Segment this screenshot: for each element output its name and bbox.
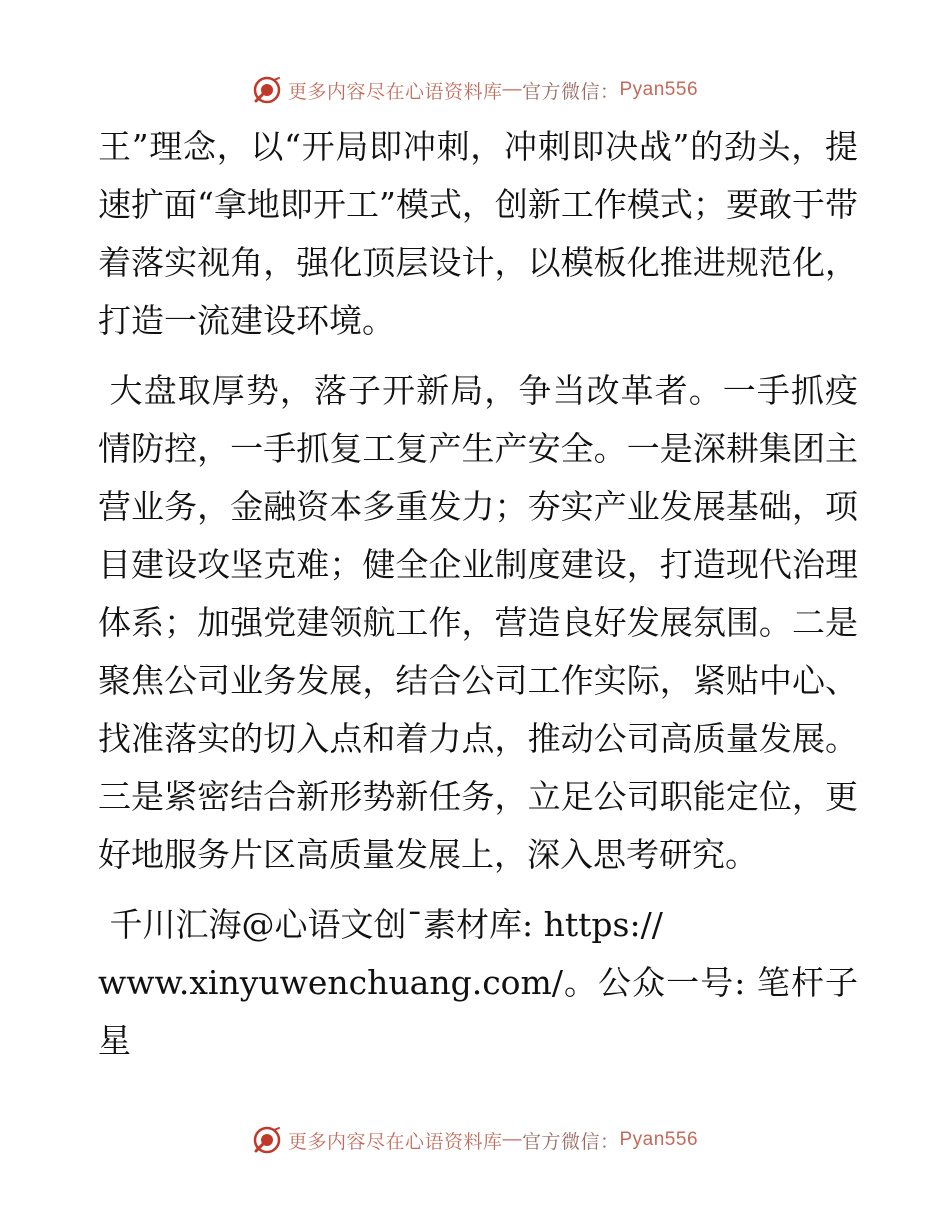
footer-dash: — [502, 1129, 522, 1150]
paragraph-1: 王”理念，以“开局即冲刺，冲刺即决战”的劲头，提速扩面“拿地即开工”模式，创新工作模式；要敢于带着落实视角，强化顶层设计，以模板化推进规范化，打造一流建设环境。 [98, 127, 858, 340]
footer-watermark [0, 1120, 950, 1160]
paragraph-3 [98, 896, 858, 1070]
footer-label: 更多内容尽在心语资料库 [287, 1131, 503, 1153]
paragraph-2: 大盘取厚势，落子开新局，争当改革者。一手抓疫情防控，一手抓复工复产生产安全。一是深耕集团主营业务，金融资本多重发力；夯实产业发展基础，项目建设攻坚克难；健全企业制度建设，打造现代治理体系；加强党建领航工作，营造良好发展氛围。二是聚焦公司业务发展，结合公司工作实际，紧贴中心、找准落实的切入点和着力点，推动公司高质量发展。三是紧密结合新形势新任务，立足公司职能定位，更好地服务片区高质量发展上，深入思考研究。 [98, 371, 858, 874]
header-handle: Pyan556 [619, 79, 699, 100]
paragraph-3-line-2: www.xinyuwenchuang.com/。公众一号: 笔杆子星 [98, 963, 858, 1060]
header-sub: 官方微信： [521, 81, 620, 103]
header-dash: — [502, 79, 522, 100]
footer-handle: Pyan556 [619, 1129, 699, 1150]
footer-sub: 官方微信： [521, 1131, 620, 1153]
document-body [98, 118, 858, 1070]
header-label: 更多内容尽在心语资料库 [287, 81, 503, 103]
pen-logo-icon [252, 75, 282, 105]
header-watermark [0, 70, 950, 110]
paragraph-3-line-1: 千川汇海@心语文创¯素材库: https:// [109, 905, 663, 944]
pen-logo-icon [252, 1125, 282, 1155]
